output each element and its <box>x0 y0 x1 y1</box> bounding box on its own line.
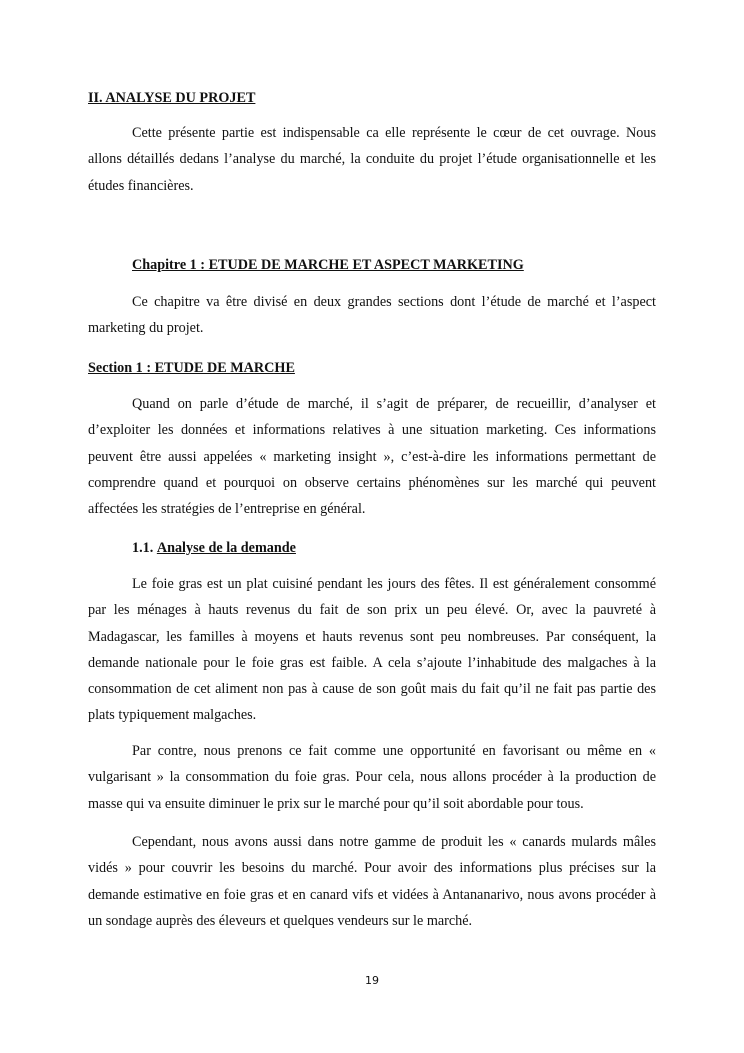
subsection-heading <box>88 539 656 557</box>
chapter-intro-paragraph: Ce chapitre va être divisé en deux grandes sections dont l’étude de marché et l’aspect marketing du projet. <box>88 294 656 337</box>
subsection-title: Analyse de la demande <box>156 540 296 556</box>
page-number: 19 <box>365 974 379 987</box>
subsection-number: 1.1. <box>132 540 154 556</box>
demand-paragraph-3: Cependant, nous avons aussi dans notre gamme de produit les « canards mulards mâles vidés » pour couvrir les besoins du marché. Pour avoir des informations plus précises sur la demande estimative en foie gras et en canard vifs et vidées à Antananarivo, nous avons procéder à un sondage auprès des éleveurs et quelques vendeurs sur le marché. <box>88 834 656 929</box>
demand-paragraph-2: Par contre, nous prenons ce fait comme une opportunité en favorisant ou même en « vulgarisant » la consommation du foie gras. Pour cela, nous allons procéder à la production de masse qui va ensuite diminuer le prix sur le marché pour qu’il soit abordable pour tous. <box>88 743 656 812</box>
chapter-title: Chapitre 1 : ETUDE DE MARCHE ET ASPECT MARKETING <box>132 257 524 273</box>
intro-paragraph: Cette présente partie est indispensable ca elle représente le cœur de cet ouvrage. Nous allons détaillés dedans l’analyse du marché, la conduite du projet l’étude organisationnelle et les études financières. <box>88 125 656 194</box>
section-title: II. ANALYSE DU PROJET <box>88 90 256 106</box>
demand-paragraph-1: Le foie gras est un plat cuisiné pendant les jours des fêtes. Il est généralement consommé par les ménages à hauts revenus du fait de son prix un peu élevé. Or, avec la pauvreté à Madagascar, les familles à moyens et hauts revenus sont peu nombreuses. Par conséquent, la demande nationale pour le foie gras est faible. A cela s’ajoute l’inhabitude des malgaches à la consommation de cet aliment non pas à cause de son goût mais du fait qu’il ne fait pas partie des plats typiquement malgaches. <box>88 576 656 724</box>
section1-paragraph: Quand on parle d’étude de marché, il s’agit de préparer, de recueillir, d’analyser et d’exploiter les données et informations relatives à une situation marketing. Ces informations peuvent être aussi appelées « marketing insight », c’est-à-dire les informations permettant de comprendre quand et pourquoi on observe certains phénomènes sur les marché qui peuvent affectées les stratégies de l’entreprise en général. <box>88 396 656 518</box>
section1-title: Section 1 : ETUDE DE MARCHE <box>88 360 295 376</box>
